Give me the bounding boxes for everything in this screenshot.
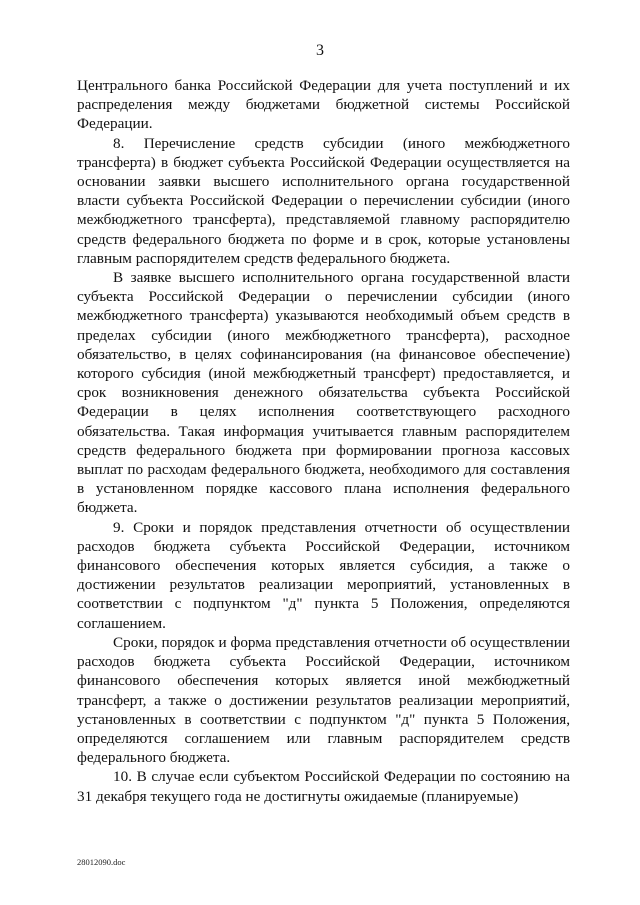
paragraph: 8. Перечисление средств субсидии (иного межбюджетного трансферта) в бюджет субъекта Российской Федерации осуществляется на основании заявки высшего исполнительного органа государственной власти субъекта Российской Федерации о перечислении субсидии (иного межбюджетного трансферта), представляемой главному распорядителю средств федерального бюджета по форме и в срок, которые установлены главным распорядителем средств федерального бюджета.: [77, 134, 570, 267]
footer-filename: 28012090.doc: [77, 857, 126, 867]
paragraph: 10. В случае если субъектом Российской Федерации по состоянию на 31 декабря текущего года не достигнуты ожидаемые (планируемые): [77, 768, 570, 805]
paragraph: Центрального банка Российской Федерации для учета поступлений и их распределения между бюджетами бюджетной системы Российской Федерации.: [77, 77, 570, 133]
page-number: 3: [316, 42, 324, 59]
document-body: [77, 76, 570, 806]
paragraph: 9. Сроки и порядок представления отчетности об осуществлении расходов бюджета субъекта Российской Федерации, источником финансового обеспечения которых является субсидия, а также о достижении результатов реализации мероприятий, установленных в соответствии с подпунктом "д" пункта 5 Положения, определяются соглашением.: [77, 518, 570, 632]
paragraph: В заявке высшего исполнительного органа государственной власти субъекта Российской Федерации о перечислении субсидии (иного межбюджетного трансферта) указываются необходимый объем средств в пределах субсидии (иного межбюджетного трансферта), расходное обязательство, в целях софинансирования (на финансовое обеспечение) которого субсидия (иной межбюджетный трансферт) предоставляется, и срок возникновения денежного обязательства субъекта Российской Федерации в целях исполнения соответствующего расходного обязательства. Такая информация учитывается главным распорядителем средств федерального бюджета при формировании прогноза кассовых выплат по расходам федерального бюджета, необходимого для составления в установленном порядке кассового плана исполнения федерального бюджета.: [77, 269, 570, 517]
paragraph: Сроки, порядок и форма представления отчетности об осуществлении расходов бюджета субъекта Российской Федерации, источником финансового обеспечения которых является иной межбюджетный трансферт, а также о достижении результатов реализации мероприятий, установленных в соответствии с подпунктом "д" пункта 5 Положения, определяются соглашением или главным распорядителем средств федерального бюджета.: [77, 633, 570, 767]
